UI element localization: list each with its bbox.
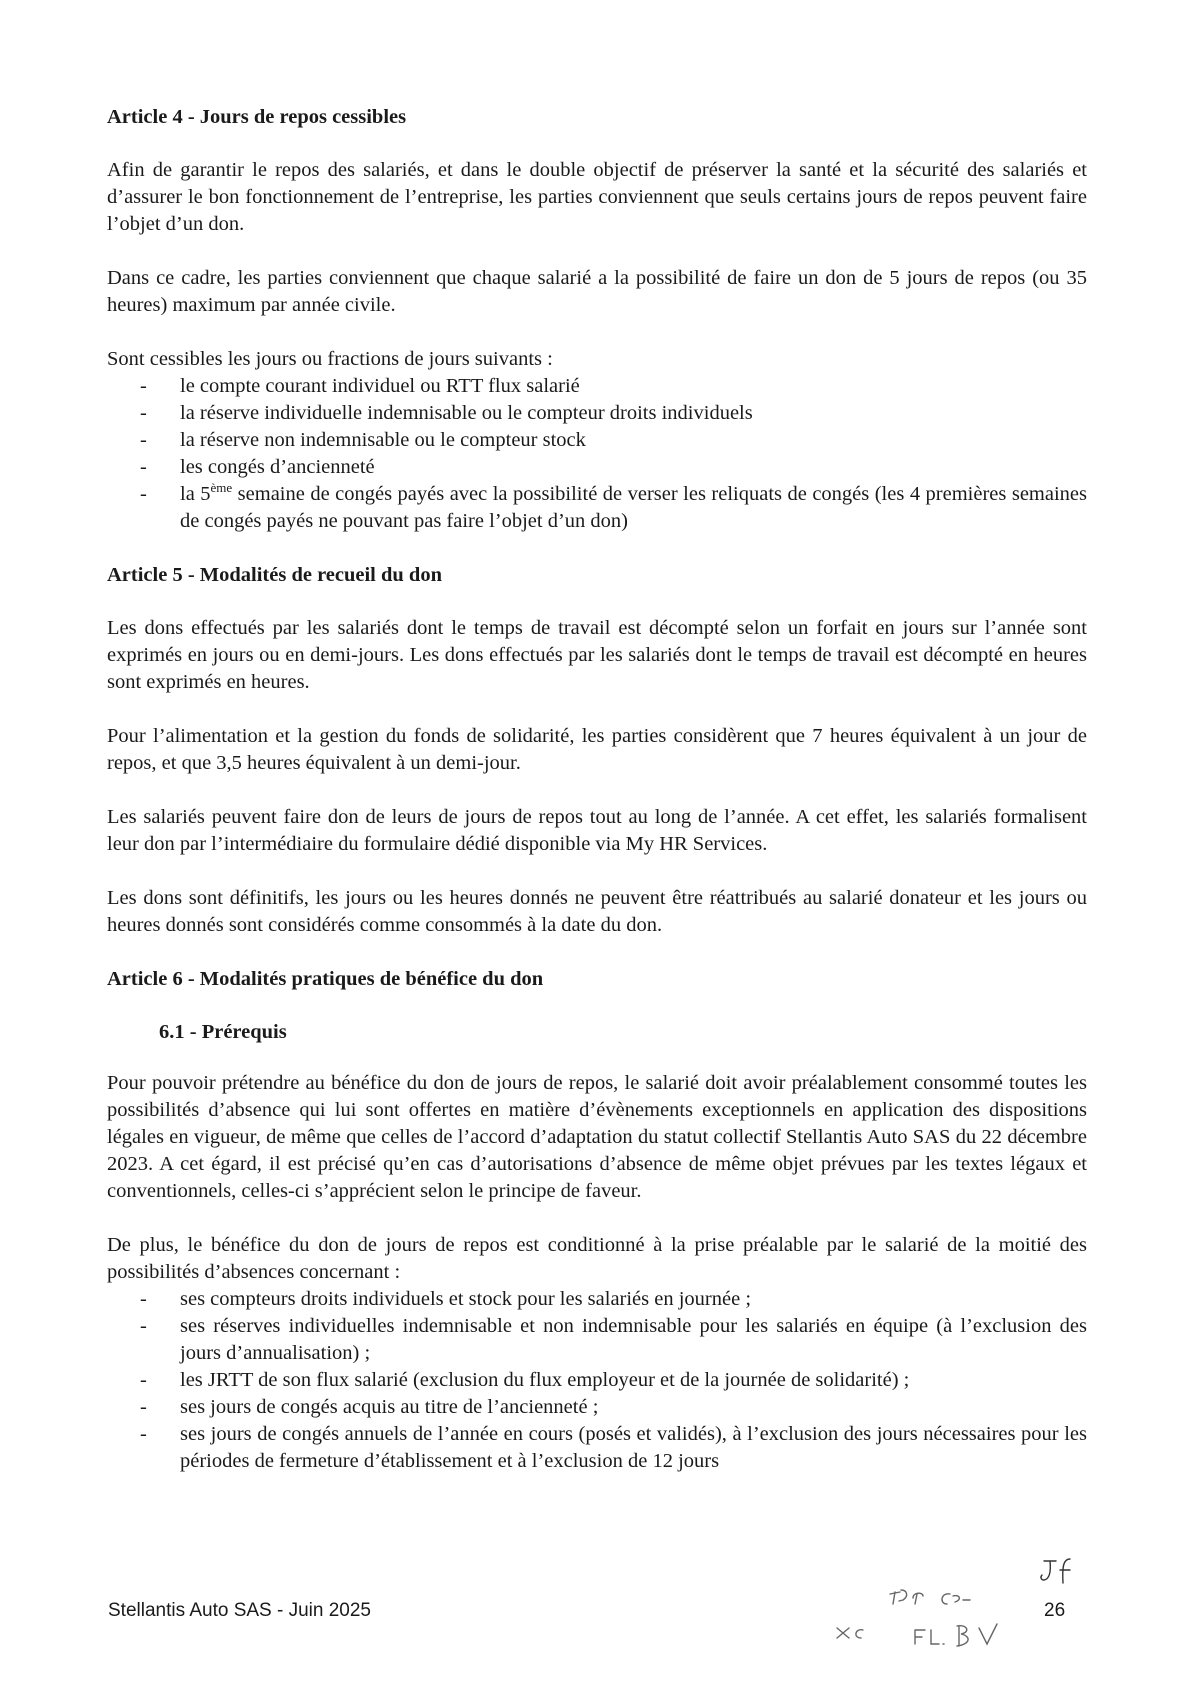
document-page xyxy=(107,104,1087,1502)
list-item: - la réserve non indemnisable ou le compteur stock xyxy=(107,427,1087,454)
handwritten-initials-jf xyxy=(1038,1555,1078,1587)
item5-post: semaine de congés payés avec la possibilité de verser les reliquats de congés (les 4 premières semaines de congés payés ne pouvant pas faire l’objet d’un don) xyxy=(180,483,1087,532)
article-5-title: Article 5 - Modalités de recueil du don xyxy=(107,564,442,586)
item5-pre: la 5 xyxy=(180,483,211,505)
article-5-paragraph-1: Les dons effectués par les salariés dont le temps de travail est décompté selon un forfait en jours sur l’année sont exprimés en jours ou en demi-jours. Les dons effectués par les salariés dont le temps de travail est décompté en heures sont exprimés en heures. xyxy=(107,617,1087,693)
list-item: - ses jours de congés acquis au titre de l’ancienneté ; xyxy=(107,1394,1087,1421)
item5-sup: ème xyxy=(210,480,233,495)
list-item: - le compte courant individuel ou RTT flux salarié xyxy=(107,373,1087,400)
list-item: - les JRTT de son flux salarié (exclusion du flux employeur et de la journée de solidarité) ; xyxy=(107,1367,1087,1394)
list-item: - les congés d’ancienneté xyxy=(107,454,1087,481)
list-item xyxy=(107,481,1087,535)
article-4-paragraph-1: Afin de garantir le repos des salariés, et dans le double objectif de préserver la santé et la sécurité des salariés et d’assurer le bon fonctionnement de l’entreprise, les parties conviennent que seuls certains jours de repos peuvent faire l’objet d’un don. xyxy=(107,159,1087,235)
article-5-paragraph-2: Pour l’alimentation et la gestion du fonds de solidarité, les parties considèrent que 7 heures équivalent à un jour de repos, et que 3,5 heures équivalent à un demi-jour. xyxy=(107,725,1087,774)
footer-company-date: Stellantis Auto SAS - Juin 2025 xyxy=(108,1600,371,1621)
article-4-paragraph-3: Sont cessibles les jours ou fractions de jours suivants : xyxy=(107,348,553,370)
article-5-paragraph-4: Les dons sont définitifs, les jours ou les heures donnés ne peuvent être réattribués au salarié donateur et les jours ou heures donnés sont considérés comme consommés à la date du don. xyxy=(107,887,1087,936)
section-6-1-title: 6.1 - Prérequis xyxy=(159,1021,287,1043)
list-item: - ses compteurs droits individuels et stock pour les salariés en journée ; xyxy=(107,1286,1087,1313)
page-number: 26 xyxy=(1044,1600,1066,1621)
article-6-paragraph-2: De plus, le bénéfice du don de jours de repos est conditionné à la prise préalable par le salarié de la moitié des possibilités d’absences concernant : xyxy=(107,1234,1087,1283)
article-6-paragraph-1: Pour pouvoir prétendre au bénéfice du don de jours de repos, le salarié doit avoir préalablement consommé toutes les possibilités d’absence qui lui sont offertes en matière d’évènements exceptionnels en application des dispositions légales en vigueur, de même que celles de l’accord d’adaptation du statut collectif Stellantis Auto SAS du 22 décembre 2023. A cet égard, il est précisé qu’en cas d’autorisations d’absence de même objet prévues par les textes légaux et conventionnels, celles-ci s’apprécient selon le principe de faveur. xyxy=(107,1072,1087,1202)
list-item: - la réserve individuelle indemnisable ou le compteur droits individuels xyxy=(107,400,1087,427)
handwritten-initials xyxy=(815,1582,1015,1682)
article-6-title: Article 6 - Modalités pratiques de bénéfice du don xyxy=(107,968,544,990)
list-item: - ses réserves individuelles indemnisable et non indemnisable pour les salariés en équipe (à l’exclusion des jours d’annualisation) ; xyxy=(107,1313,1087,1367)
list-item: - ses jours de congés annuels de l’année en cours (posés et validés), à l’exclusion des jours nécessaires pour les périodes de fermeture d’établissement et à l’exclusion de 12 jours xyxy=(107,1421,1087,1475)
article-6-list xyxy=(107,1286,1087,1475)
article-4-paragraph-2: Dans ce cadre, les parties conviennent que chaque salarié a la possibilité de faire un don de 5 jours de repos (ou 35 heures) maximum par année civile. xyxy=(107,267,1087,316)
article-4-title: Article 4 - Jours de repos cessibles xyxy=(107,106,407,128)
article-5-paragraph-3: Les salariés peuvent faire don de leurs de jours de repos tout au long de l’année. A cet effet, les salariés formalisent leur don par l’intermédiaire du formulaire dédié disponible via My HR Services. xyxy=(107,806,1087,855)
article-4-list xyxy=(107,373,1087,535)
